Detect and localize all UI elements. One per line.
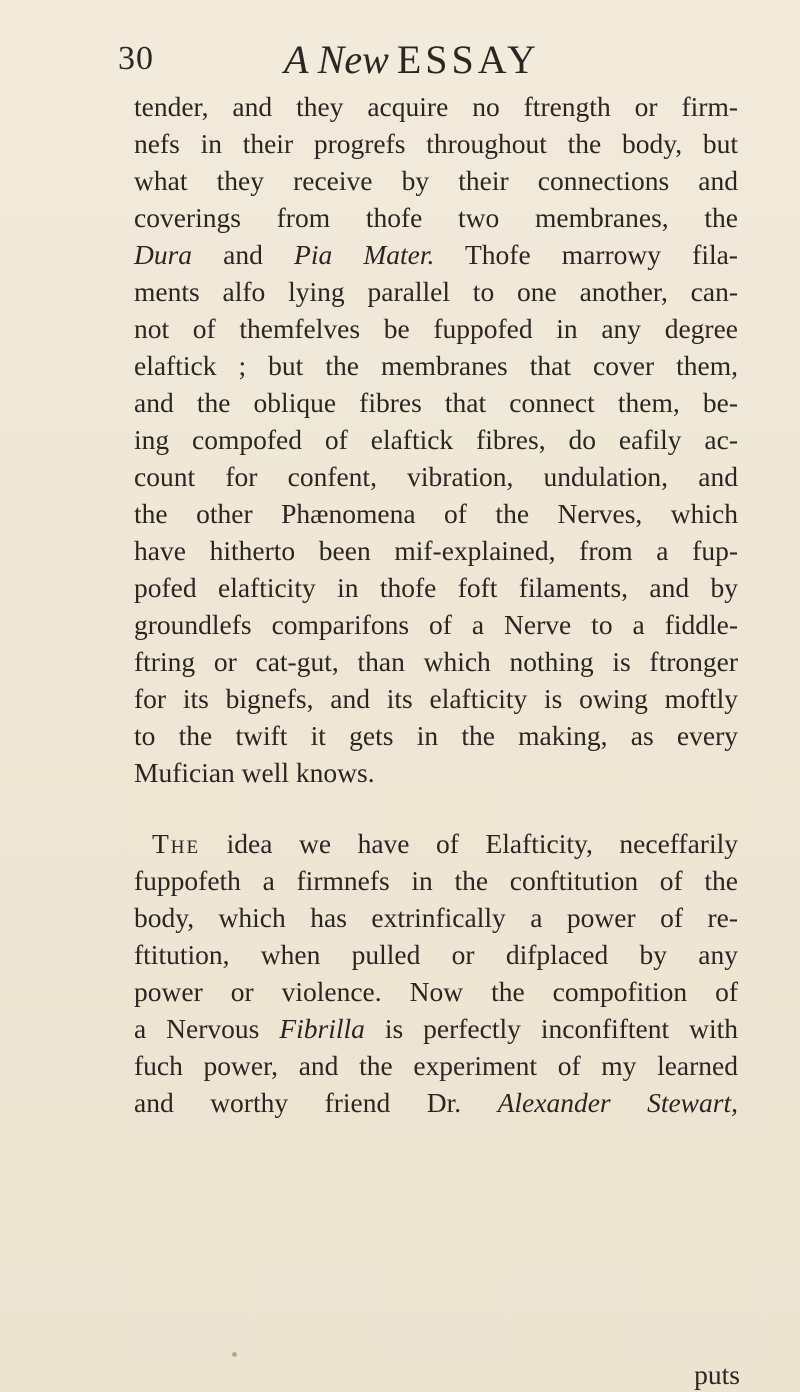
text-line: coverings from thofe two membranes, the [134,202,738,233]
text-line: fuppofeth a firmnefs in the conftitution of the [134,865,738,896]
text-line: ftitution, when pulled or difplaced by any [134,939,738,970]
text-line: and the oblique fibres that connect them, be- [134,387,738,418]
paragraph-1 [134,88,738,791]
text-line: tender, and they acquire no ftrength or firm- [134,91,738,122]
text-fragment: idea we have of Elafticity, neceffarily [200,828,738,859]
text-line [134,1010,738,1047]
text-line: pofed elafticity in thofe foft filaments, and by [134,572,738,603]
text-line: have hitherto been mif-explained, from a fup- [134,535,738,566]
page-number: 30 [118,40,154,77]
page-header [118,36,708,88]
italic-term: Pia Mater. [294,239,435,270]
body-text [134,88,738,1121]
text-line: elaftick ; but the membranes that cover them, [134,350,738,381]
italic-name: Alexander Stewart, [497,1087,738,1118]
text-line: ftring or cat-gut, than which nothing is ftronger [134,646,738,677]
text-fragment: a Nervous [134,1013,280,1044]
text-line: to the twift it gets in the making, as every [134,720,738,751]
text-line: count for confent, vibration, undulation, and [134,461,738,492]
small-caps-lead: The [152,828,201,859]
italic-term: Dura [134,239,193,270]
text-line [134,236,738,273]
text-line: nefs in their progrefs throughout the body, but [134,128,738,159]
text-line: not of themfelves be fuppofed in any degree [134,313,738,344]
text-line: ing compofed of elaftick fibres, do eafily ac- [134,424,738,455]
running-head [284,36,540,83]
text-line: the other Phænomena of the Nerves, which [134,498,738,529]
running-head-caps: ESSAY [396,37,540,82]
text-fragment: and worthy friend Dr. [134,1087,498,1118]
text-line: body, which has extrinfically a power of re- [134,902,738,933]
running-head-italic: A New [284,37,389,82]
catchword: puts [694,1359,740,1390]
text-fragment: and [192,239,295,270]
text-line: what they receive by their connections and [134,165,738,196]
text-fragment: Thofe marrowy fila- [434,239,738,270]
text-line [134,1084,738,1121]
text-line: groundlefs comparifons of a Nerve to a fiddle- [134,609,738,640]
text-line: fuch power, and the experiment of my learned [134,1050,738,1081]
text-line: Mufician well knows. [134,757,375,788]
paragraph-2 [134,825,738,1121]
text-fragment: is perfectly inconfiftent with [364,1013,738,1044]
text-line [134,825,738,862]
text-line: for its bignefs, and its elafticity is owing moftly [134,683,738,714]
italic-term: Fibrilla [279,1013,365,1044]
text-line: ments alfo lying parallel to one another, can- [134,276,738,307]
text-line: power or violence. Now the compofition of [134,976,738,1007]
paragraph-spacer [134,791,738,825]
paper-speck [232,1352,237,1357]
